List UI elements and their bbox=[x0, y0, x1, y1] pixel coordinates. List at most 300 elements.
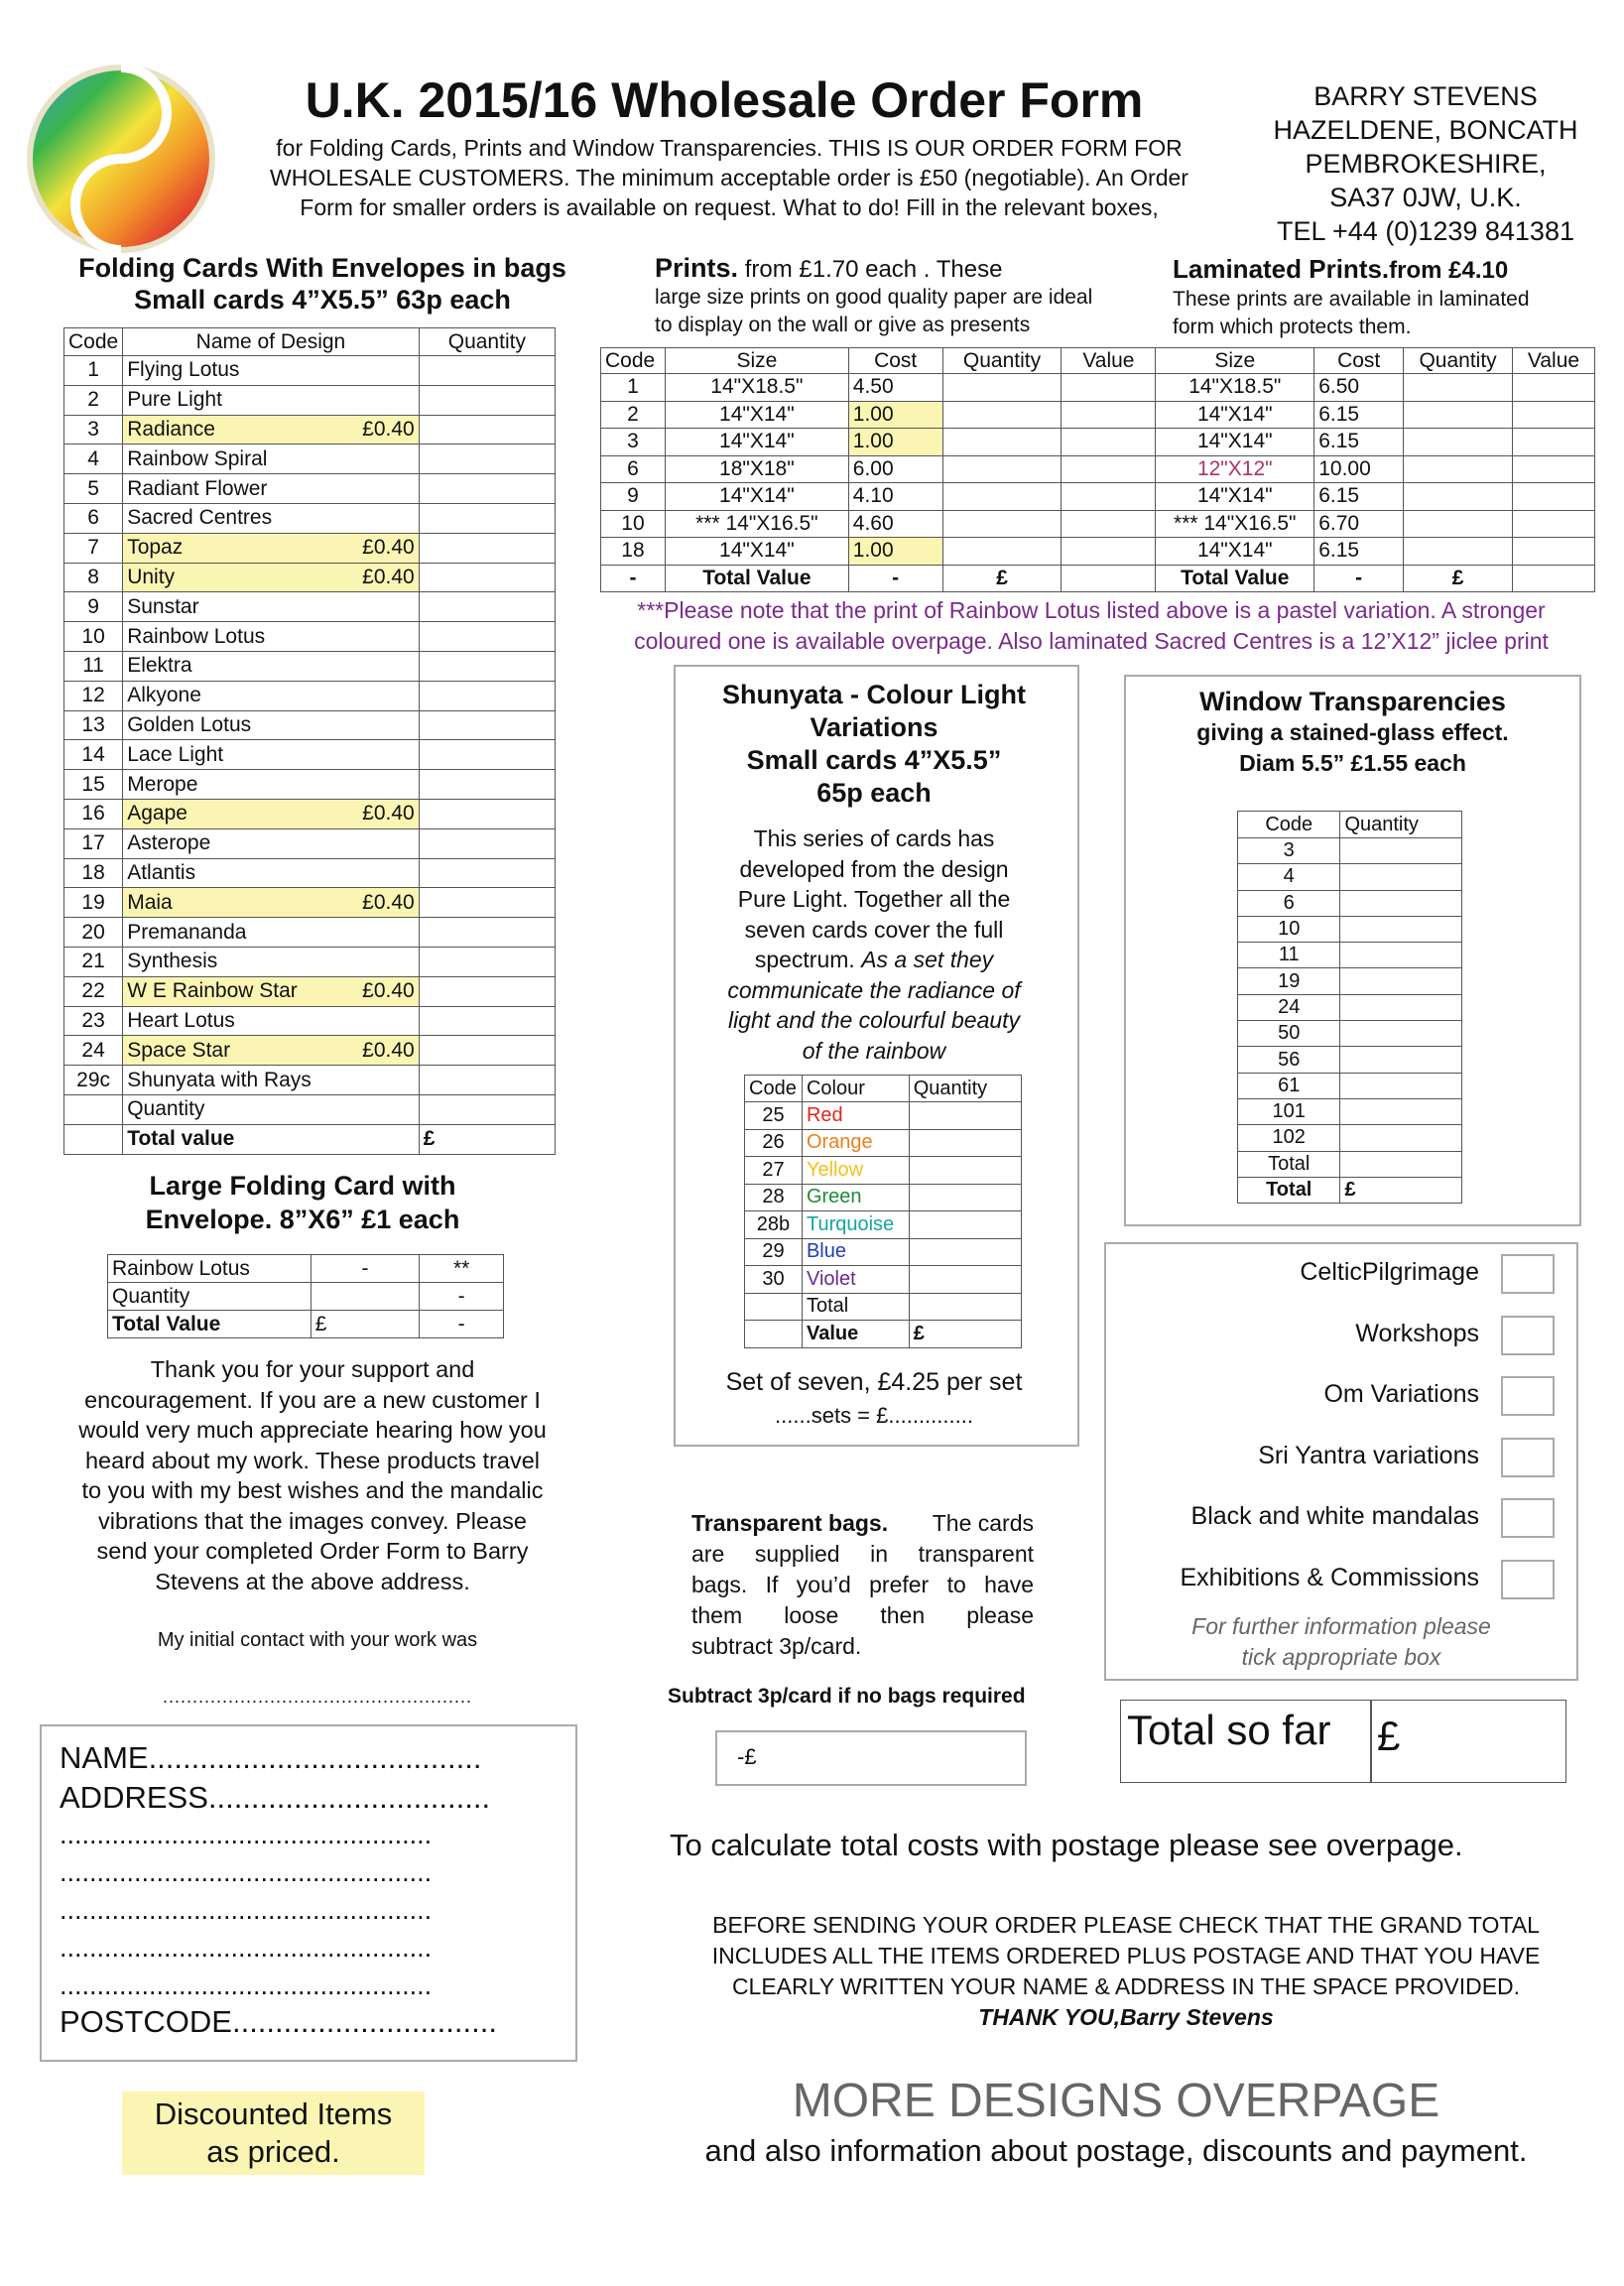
colour-quantity-cell[interactable] bbox=[909, 1157, 1021, 1185]
window-table: Code Quantity 3 4 6 10 11 19 24 50 56 61 101 102 Total Total £ bbox=[1237, 811, 1462, 1204]
print-cost: 4.50 bbox=[848, 374, 942, 402]
laminated-size: 14"X14" bbox=[1156, 483, 1314, 511]
card-quantity-cell[interactable] bbox=[419, 1066, 555, 1095]
prints-total-cell: £ bbox=[942, 565, 1062, 591]
card-quantity-cell[interactable] bbox=[419, 858, 555, 888]
card-name-text: Elektra bbox=[127, 654, 192, 678]
print-code: 6 bbox=[601, 455, 666, 483]
tick-checkbox[interactable] bbox=[1501, 1560, 1555, 1599]
window-quantity-cell[interactable] bbox=[1340, 994, 1462, 1020]
folding-cards-title: Folding Cards With Envelopes in bags Small cards 4”X5.5” 63p each bbox=[78, 253, 566, 315]
table-row bbox=[745, 1266, 1022, 1294]
card-quantity-cell[interactable] bbox=[419, 947, 555, 976]
card-code: 24 bbox=[64, 1036, 123, 1066]
table-row bbox=[601, 429, 1595, 456]
table-row bbox=[64, 740, 556, 770]
postage-note: To calculate total costs with postage please see overpage. bbox=[670, 1828, 1463, 1862]
card-quantity-cell[interactable] bbox=[419, 918, 555, 948]
laminated-quantity-cell[interactable] bbox=[1404, 374, 1513, 402]
colour-quantity-cell[interactable] bbox=[909, 1238, 1021, 1266]
address-line[interactable]: .................................................. bbox=[60, 1820, 433, 1849]
card-quantity-cell[interactable] bbox=[419, 828, 555, 858]
table-row bbox=[1238, 968, 1462, 994]
laminated-value-cell[interactable] bbox=[1513, 401, 1595, 429]
laminated-quantity-cell[interactable] bbox=[1404, 401, 1513, 429]
colour-name: Turquoise bbox=[802, 1211, 909, 1239]
laminated-size: *** 14"X16.5" bbox=[1156, 510, 1314, 538]
address-box bbox=[40, 1724, 577, 2062]
colour-code: 26 bbox=[745, 1129, 803, 1157]
table-row bbox=[64, 592, 556, 622]
prints-header: Value bbox=[1513, 348, 1595, 374]
tick-option-row bbox=[1106, 1376, 1576, 1416]
table-row bbox=[64, 622, 556, 652]
print-size: 14"X14" bbox=[665, 538, 848, 566]
card-quantity-cell[interactable] bbox=[419, 622, 555, 652]
prints-header: Size bbox=[1156, 348, 1314, 374]
window-quantity-cell[interactable] bbox=[1340, 916, 1462, 942]
window-title: Window Transparencies giving a stained-glass effect. Diam 5.5” £1.55 each bbox=[1196, 687, 1509, 776]
address-line[interactable]: .................................................. bbox=[60, 1970, 433, 2000]
laminated-size: 14"X14" bbox=[1156, 538, 1314, 566]
card-quantity-cell[interactable] bbox=[419, 888, 555, 918]
card-code: 14 bbox=[64, 740, 123, 770]
address-line[interactable]: .................................................. bbox=[60, 1895, 433, 1925]
colour-code: 28b bbox=[745, 1211, 803, 1239]
card-quantity-cell[interactable] bbox=[419, 710, 555, 740]
card-name-text: Synthesis bbox=[127, 950, 218, 973]
card-quantity-cell[interactable] bbox=[419, 681, 555, 710]
tick-checkbox[interactable] bbox=[1501, 1376, 1555, 1416]
card-name bbox=[123, 888, 420, 918]
tick-option-label: Workshops bbox=[1355, 1319, 1479, 1347]
print-quantity-cell[interactable] bbox=[942, 483, 1062, 511]
check-note: BEFORE SENDING YOUR ORDER PLEASE CHECK THAT THE GRAND TOTAL INCLUDES ALL THE ITEMS ORDERED PLUS POSTAGE AND THAT YOU HAVE CLEARLY WRITTEN YOUR NAME & ADDRESS IN THE SPACE PROVIDED. THANK YOU,Barry Stevens bbox=[711, 1912, 1541, 2030]
card-name bbox=[123, 356, 420, 386]
window-code: 19 bbox=[1238, 968, 1340, 994]
laminated-size: 14"X18.5" bbox=[1156, 374, 1314, 402]
tick-checkbox[interactable] bbox=[1501, 1316, 1555, 1355]
card-price: £0.40 bbox=[362, 565, 415, 588]
card-quantity-cell[interactable] bbox=[419, 474, 555, 504]
prints-heading: Prints. from £1.70 each . These large size prints on good quality paper are ideal to display on the wall or give as presents bbox=[655, 253, 1093, 336]
colour-quantity-cell[interactable] bbox=[909, 1129, 1021, 1157]
tick-option-row bbox=[1106, 1560, 1576, 1599]
laminated-cost: 6.15 bbox=[1314, 538, 1404, 566]
total-so-far-label: Total so far bbox=[1127, 1707, 1331, 1753]
card-quantity-cell[interactable] bbox=[419, 503, 555, 533]
tick-options-panel bbox=[1104, 1242, 1578, 1681]
address-line[interactable]: .................................................. bbox=[60, 1933, 433, 1963]
card-name bbox=[123, 976, 420, 1006]
card-code: 21 bbox=[64, 947, 123, 976]
window-code: 10 bbox=[1238, 916, 1340, 942]
print-size: *** 14"X16.5" bbox=[665, 510, 848, 538]
table-row bbox=[64, 1036, 556, 1066]
card-name bbox=[123, 770, 420, 800]
window-quantity-cell[interactable] bbox=[1340, 968, 1462, 994]
tick-option-label: CelticPilgrimage bbox=[1300, 1258, 1479, 1286]
print-value-cell[interactable] bbox=[1062, 429, 1156, 456]
card-quantity-cell[interactable] bbox=[419, 385, 555, 415]
card-quantity-cell[interactable] bbox=[419, 799, 555, 828]
print-quantity-cell[interactable] bbox=[942, 374, 1062, 402]
print-size: 14"X14" bbox=[665, 401, 848, 429]
tick-option-row bbox=[1106, 1438, 1576, 1477]
prints-total-cell[interactable] bbox=[1062, 565, 1156, 591]
card-name-text: Topaz bbox=[127, 536, 184, 560]
tick-option-label: Om Variations bbox=[1323, 1380, 1479, 1408]
table-row bbox=[1238, 994, 1462, 1020]
card-code: 17 bbox=[64, 828, 123, 858]
colour-quantity-cell[interactable] bbox=[909, 1184, 1021, 1211]
print-code: 1 bbox=[601, 374, 666, 402]
card-code: 10 bbox=[64, 622, 123, 652]
table-row bbox=[64, 681, 556, 710]
table-row bbox=[745, 1102, 1022, 1130]
colour-name: Violet bbox=[802, 1266, 909, 1294]
address-field[interactable]: ADDRESS................................. bbox=[60, 1780, 491, 1815]
card-name-text: Maia bbox=[127, 890, 173, 914]
address-block: BARRY STEVENS HAZELDENE, BONCATH PEMBROKESHIRE, SA37 0JW, U.K. TEL +44 (0)1239 841381 bbox=[1273, 81, 1578, 246]
table-row bbox=[745, 1211, 1022, 1239]
window-code: 61 bbox=[1238, 1073, 1340, 1098]
laminated-value-cell[interactable] bbox=[1513, 455, 1595, 483]
print-quantity-cell[interactable] bbox=[942, 455, 1062, 483]
card-quantity-cell[interactable] bbox=[419, 563, 555, 592]
card-code: 20 bbox=[64, 918, 123, 948]
prints-total-cell: - bbox=[1314, 565, 1404, 591]
print-code: 18 bbox=[601, 538, 666, 566]
print-quantity-cell[interactable] bbox=[942, 538, 1062, 566]
discount-note: Discounted Items as priced. bbox=[122, 2092, 425, 2175]
card-price: £0.40 bbox=[362, 890, 415, 914]
colour-quantity-cell[interactable] bbox=[909, 1211, 1021, 1239]
print-code: 10 bbox=[601, 510, 666, 538]
table-row bbox=[1238, 1125, 1462, 1151]
card-name bbox=[123, 474, 420, 504]
address-line[interactable]: .................................................. bbox=[60, 1857, 433, 1887]
laminated-quantity-cell[interactable] bbox=[1404, 429, 1513, 456]
window-quantity-cell[interactable] bbox=[1340, 1098, 1462, 1124]
table-row bbox=[64, 385, 556, 415]
card-price: £0.40 bbox=[362, 417, 415, 441]
set-of-seven: Set of seven, £4.25 per set ......sets = £.............. bbox=[725, 1368, 1023, 1428]
laminated-quantity-cell[interactable] bbox=[1404, 483, 1513, 511]
more-designs-heading: MORE DESIGNS OVERPAGE bbox=[792, 2075, 1440, 2127]
laminated-cost: 6.15 bbox=[1314, 429, 1404, 456]
card-name-text: Rainbow Lotus bbox=[127, 624, 266, 648]
table-row bbox=[745, 1157, 1022, 1185]
print-cost: 6.00 bbox=[848, 455, 942, 483]
initial-contact-label: My initial contact with your work was bbox=[157, 1629, 478, 1651]
card-name-text: Atlantis bbox=[127, 860, 196, 884]
prints-header: Quantity bbox=[942, 348, 1062, 374]
table-row bbox=[64, 1066, 556, 1095]
card-code: 7 bbox=[64, 533, 123, 563]
folding-cards-table: Code Name of Design Quantity 1 Flying Lotus 2 Pure Light 3 Radiance £0.40 4 Rainbow Spiral 5 Radiant Flower 6 Sacred Centres 7 Topaz £0.40 8 Unity £0.40 9 Sunstar 10 Rainbow Lotus 11 Elektra 12 Alkyone 13 Golden Lotus 14 Lace Light 15 Merope 16 Agape £0.40 17 Asterope 18 Atlantis 19 Maia £0.40 20 Premananda 21 Synthesis 22 W E Rainbow Star £0.40 23 Heart Lotus 24 Space Star £0.40 29c Shunyata with Rays Quantity Total value £ bbox=[63, 327, 556, 1155]
colour-code: 30 bbox=[745, 1266, 803, 1294]
card-quantity-cell[interactable] bbox=[419, 356, 555, 386]
window-quantity-cell[interactable] bbox=[1340, 864, 1462, 890]
card-code: 1 bbox=[64, 356, 123, 386]
card-name-text: Premananda bbox=[127, 920, 247, 944]
colour-code: 25 bbox=[745, 1102, 803, 1130]
laminated-size: 14"X14" bbox=[1156, 429, 1314, 456]
tick-option-label: Black and white mandalas bbox=[1190, 1502, 1479, 1530]
tick-option-row bbox=[1106, 1316, 1576, 1355]
print-value-cell[interactable] bbox=[1062, 510, 1156, 538]
colour-quantity-cell[interactable] bbox=[909, 1102, 1021, 1130]
table-row bbox=[1238, 916, 1462, 942]
card-quantity-cell[interactable] bbox=[419, 533, 555, 563]
prints-header: Value bbox=[1062, 348, 1156, 374]
card-code: 22 bbox=[64, 976, 123, 1006]
table-row bbox=[64, 888, 556, 918]
card-name-text: Merope bbox=[127, 772, 198, 796]
card-name-text: Radiance bbox=[127, 417, 215, 441]
prints-total-cell: - bbox=[848, 565, 942, 591]
card-name bbox=[123, 385, 420, 415]
card-name bbox=[123, 681, 420, 710]
laminated-cost: 6.70 bbox=[1314, 510, 1404, 538]
colour-name: Orange bbox=[802, 1129, 909, 1157]
card-name-text: Pure Light bbox=[127, 388, 222, 412]
window-quantity-cell[interactable] bbox=[1340, 1047, 1462, 1073]
card-code: 23 bbox=[64, 1006, 123, 1036]
table-row bbox=[1238, 943, 1462, 968]
print-code: 2 bbox=[601, 401, 666, 429]
card-quantity-cell[interactable] bbox=[419, 740, 555, 770]
table-row bbox=[64, 651, 556, 681]
card-name bbox=[123, 1066, 420, 1095]
card-code: 15 bbox=[64, 770, 123, 800]
print-cost: 4.10 bbox=[848, 483, 942, 511]
table-row bbox=[1238, 1021, 1462, 1047]
window-code: 101 bbox=[1238, 1098, 1340, 1124]
laminated-value-cell[interactable] bbox=[1513, 483, 1595, 511]
tick-option-label: Exhibitions & Commissions bbox=[1180, 1563, 1479, 1591]
colour-name: Yellow bbox=[802, 1157, 909, 1185]
subtract-label: Subtract 3p/card if no bags required bbox=[668, 1685, 1026, 1708]
card-code: 18 bbox=[64, 858, 123, 888]
table-row bbox=[64, 770, 556, 800]
table-row bbox=[64, 918, 556, 948]
table-row bbox=[64, 947, 556, 976]
print-value-cell[interactable] bbox=[1062, 401, 1156, 429]
prints-total-cell[interactable] bbox=[1513, 565, 1595, 591]
laminated-value-cell[interactable] bbox=[1513, 429, 1595, 456]
card-name bbox=[123, 1006, 420, 1036]
card-name bbox=[123, 918, 420, 948]
print-value-cell[interactable] bbox=[1062, 483, 1156, 511]
window-panel bbox=[1124, 675, 1581, 1226]
table-row bbox=[745, 1129, 1022, 1157]
tick-checkbox[interactable] bbox=[1501, 1498, 1555, 1538]
tick-option-row bbox=[1106, 1254, 1576, 1294]
large-card-title: Large Folding Card with Envelope. 8”X6” £1 each bbox=[145, 1171, 460, 1234]
window-quantity-cell[interactable] bbox=[1340, 890, 1462, 916]
laminated-value-cell[interactable] bbox=[1513, 538, 1595, 566]
card-name bbox=[123, 710, 420, 740]
prints-header: Code bbox=[601, 348, 666, 374]
laminated-quantity-cell[interactable] bbox=[1404, 538, 1513, 566]
table-row bbox=[1238, 1098, 1462, 1124]
window-quantity-cell[interactable] bbox=[1340, 943, 1462, 968]
table-row bbox=[601, 483, 1595, 511]
card-name bbox=[123, 1036, 420, 1066]
card-name-text: Alkyone bbox=[127, 684, 201, 707]
window-quantity-cell[interactable] bbox=[1340, 1073, 1462, 1098]
print-quantity-cell[interactable] bbox=[942, 429, 1062, 456]
laminated-cost: 6.15 bbox=[1314, 401, 1404, 429]
prints-total-cell: - bbox=[601, 565, 666, 591]
print-value-cell[interactable] bbox=[1062, 374, 1156, 402]
print-quantity-cell[interactable] bbox=[942, 510, 1062, 538]
window-quantity-cell[interactable] bbox=[1340, 838, 1462, 864]
laminated-cost: 10.00 bbox=[1314, 455, 1404, 483]
table-row bbox=[601, 538, 1595, 566]
print-cost: 4.60 bbox=[848, 510, 942, 538]
colour-quantity-cell[interactable] bbox=[909, 1266, 1021, 1294]
card-name bbox=[123, 533, 420, 563]
laminated-quantity-cell[interactable] bbox=[1404, 510, 1513, 538]
table-row bbox=[601, 374, 1595, 402]
card-name bbox=[123, 740, 420, 770]
table-row bbox=[64, 533, 556, 563]
logo bbox=[22, 60, 220, 258]
name-field[interactable]: NAME....................................... bbox=[60, 1740, 482, 1775]
tick-option-label: Sri Yantra variations bbox=[1258, 1441, 1479, 1469]
print-cost: 1.00 bbox=[848, 429, 942, 456]
table-row bbox=[745, 1184, 1022, 1211]
card-name bbox=[123, 592, 420, 622]
card-code: 29c bbox=[64, 1066, 123, 1095]
window-code: 102 bbox=[1238, 1125, 1340, 1151]
table-row bbox=[1238, 1047, 1462, 1073]
laminated-quantity-cell[interactable] bbox=[1404, 455, 1513, 483]
tick-option-row bbox=[1106, 1498, 1576, 1538]
window-quantity-cell[interactable] bbox=[1340, 1125, 1462, 1151]
table-row bbox=[601, 401, 1595, 429]
print-value-cell[interactable] bbox=[1062, 538, 1156, 566]
card-code: 11 bbox=[64, 651, 123, 681]
window-code: 4 bbox=[1238, 864, 1340, 890]
laminated-value-cell[interactable] bbox=[1513, 374, 1595, 402]
table-row bbox=[64, 563, 556, 592]
card-name-text: Rainbow Spiral bbox=[127, 446, 268, 470]
print-cost: 1.00 bbox=[848, 538, 942, 566]
prints-header: Cost bbox=[848, 348, 942, 374]
window-code: 24 bbox=[1238, 994, 1340, 1020]
initial-contact-field[interactable]: .................................................... bbox=[162, 1687, 473, 1707]
table-row bbox=[64, 1006, 556, 1036]
print-value-cell[interactable] bbox=[1062, 455, 1156, 483]
print-quantity-cell[interactable] bbox=[942, 401, 1062, 429]
card-quantity-cell[interactable] bbox=[419, 415, 555, 444]
page-title: U.K. 2015/16 Wholesale Order Form bbox=[305, 72, 1144, 128]
card-name bbox=[123, 858, 420, 888]
prints-total-cell: Total Value bbox=[1156, 565, 1314, 591]
card-code: 5 bbox=[64, 474, 123, 504]
card-code: 12 bbox=[64, 681, 123, 710]
table-row bbox=[64, 858, 556, 888]
table-row bbox=[64, 799, 556, 828]
card-price: £0.40 bbox=[362, 979, 415, 1003]
tick-checkbox[interactable] bbox=[1501, 1438, 1555, 1477]
card-quantity-cell[interactable] bbox=[419, 1006, 555, 1036]
card-name-text: Shunyata with Rays bbox=[127, 1068, 312, 1091]
colour-name: Red bbox=[802, 1102, 909, 1130]
prints-header: Quantity bbox=[1404, 348, 1513, 374]
table-row bbox=[1238, 1073, 1462, 1098]
print-size: 18"X18" bbox=[665, 455, 848, 483]
subtract-input[interactable]: -£ bbox=[715, 1730, 1027, 1786]
card-quantity-cell[interactable] bbox=[419, 651, 555, 681]
card-name-text: Heart Lotus bbox=[127, 1008, 235, 1032]
laminated-value-cell[interactable] bbox=[1513, 510, 1595, 538]
card-quantity-cell[interactable] bbox=[419, 770, 555, 800]
table-row bbox=[64, 976, 556, 1006]
table-row bbox=[64, 415, 556, 444]
prints-total-cell: £ bbox=[1404, 565, 1513, 591]
print-size: 14"X18.5" bbox=[665, 374, 848, 402]
card-name bbox=[123, 828, 420, 858]
card-name bbox=[123, 651, 420, 681]
table-row bbox=[64, 444, 556, 474]
card-name-text: Agape bbox=[127, 802, 187, 826]
card-name bbox=[123, 415, 420, 444]
tick-checkbox[interactable] bbox=[1501, 1254, 1555, 1294]
card-code: 3 bbox=[64, 415, 123, 444]
card-name-text: Radiant Flower bbox=[127, 476, 268, 500]
card-name bbox=[123, 947, 420, 976]
shunyata-table: Code Colour Quantity 25 Red 26 Orange 27 Yellow 28 Green 28b Turquoise 29 Blue 30 Violet Total Value £ bbox=[744, 1075, 1022, 1348]
card-quantity-cell[interactable] bbox=[419, 976, 555, 1006]
table-row bbox=[1238, 890, 1462, 916]
table-row bbox=[64, 474, 556, 504]
card-name-text: Sunstar bbox=[127, 594, 199, 618]
table-row bbox=[601, 510, 1595, 538]
prints-header: Cost bbox=[1314, 348, 1404, 374]
total-so-far-value[interactable]: £ bbox=[1377, 1713, 1401, 1759]
colour-code: 29 bbox=[745, 1238, 803, 1266]
window-code: 11 bbox=[1238, 943, 1340, 968]
card-quantity-cell[interactable] bbox=[419, 1036, 555, 1066]
card-name-text: Unity bbox=[127, 565, 176, 588]
print-size: 14"X14" bbox=[665, 483, 848, 511]
window-quantity-cell[interactable] bbox=[1340, 1021, 1462, 1047]
card-price: £0.40 bbox=[362, 802, 415, 826]
table-row bbox=[64, 356, 556, 386]
print-size: 14"X14" bbox=[665, 429, 848, 456]
bags-text: Transparent bags. The cards are supplied in transparent bags. If you’d prefer to have them loose then please subtract 3p/card. bbox=[691, 1510, 1034, 1659]
print-cost: 1.00 bbox=[848, 401, 942, 429]
card-name-text: Golden Lotus bbox=[127, 712, 252, 736]
card-name bbox=[123, 622, 420, 652]
card-code: 2 bbox=[64, 385, 123, 415]
prints-table bbox=[600, 347, 1595, 592]
card-name-text: Asterope bbox=[127, 831, 211, 855]
card-name bbox=[123, 444, 420, 474]
table-row bbox=[64, 503, 556, 533]
card-quantity-cell[interactable] bbox=[419, 444, 555, 474]
total-so-far-box bbox=[1120, 1700, 1566, 1783]
table-row bbox=[1238, 838, 1462, 864]
postcode-field[interactable]: POSTCODE............................... bbox=[60, 2004, 497, 2039]
laminated-cost: 6.15 bbox=[1314, 483, 1404, 511]
card-quantity-cell[interactable] bbox=[419, 592, 555, 622]
